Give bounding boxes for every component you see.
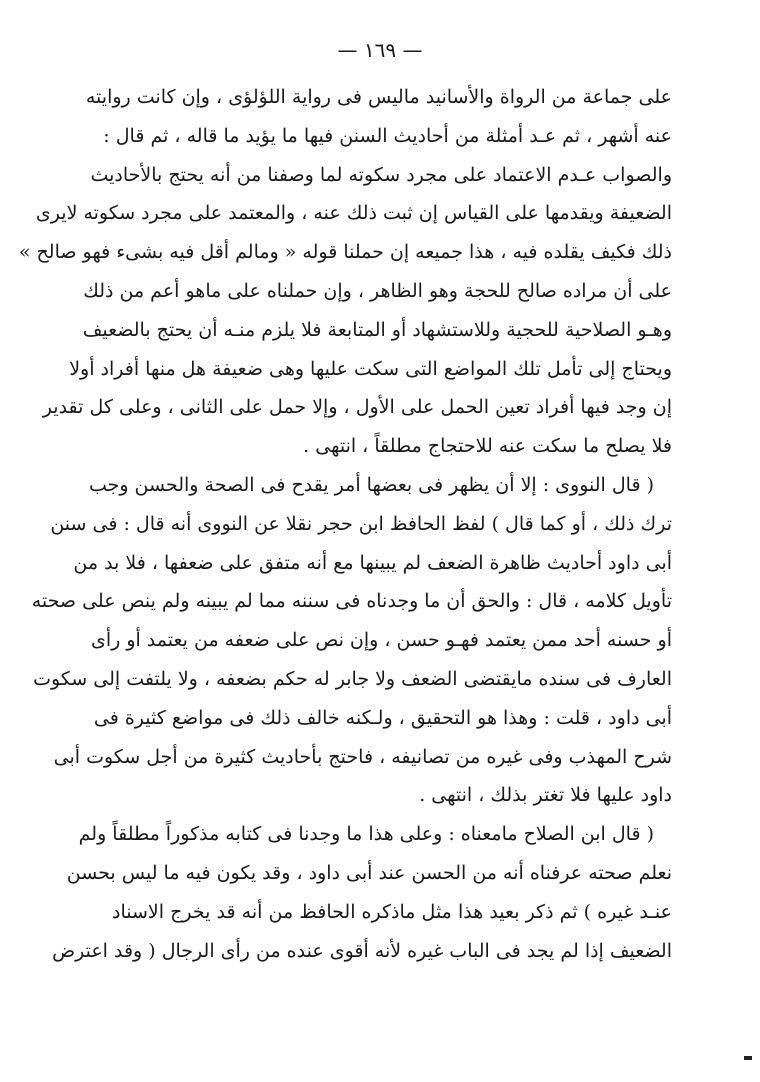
text-line: وهـو الصلاحية للحجية وللاستشهاد أو المتابعة فلا يلزم منـه أن يحتج بالضعيف	[82, 318, 672, 341]
text-line: نعلم صحته عرفناه أنه من الحسن عند أبى داود ، وقد يكون فيه ما ليس بحسن	[66, 861, 672, 884]
text-line: الضعيف إذا لم يجد فى الباب غيره لأنه أقوى عنده من رأى الرجال ( وقد اعترض	[52, 939, 672, 962]
text-line: العارف فى سنده مايقتضى الضعف ولا جابر له حكم بضعفه ، ولا يلتفت إلى سكوت	[33, 667, 672, 690]
text-line: الضعيفة ويقدمها على القياس إن ثبت ذلك عنه ، والمعتمد على مجرد سكوته لايرى	[35, 202, 672, 225]
paragraph-start-line: ( قال النووى : إلا أن يظهر فى بعضها أمر يقدح فى الصحة والحسن وجب	[88, 473, 654, 496]
text-line: على جماعة من الرواة والأسانيد ماليس فى رواية اللؤلؤى ، وإن كانت روايته	[85, 86, 672, 108]
text-line: داود عليها فلا تغتر بذلك ، انتهى .	[419, 784, 672, 807]
text-line: عنـد غيره ) ثم ذكر بعيد هذا مثل ماذكره الحافظ من أنه قد يخرج الاسناد	[112, 900, 672, 923]
text-line: فلا يصلح ما سكت عنه للاحتجاج مطلقاً ، انتهى .	[303, 435, 672, 458]
body-text	[18, 78, 672, 970]
text-line: على أن مراده صالح للحجة وهو الظاهر ، وإن حملناه على ماهو أعم من ذلك	[83, 279, 672, 302]
text-line: شرح المهذب وفى غيره من تصانيفه ، فاحتج بأحاديث كثيرة من أجل سكوت أبى	[53, 745, 672, 768]
text-line: ذلك فكيف يقلده فيه ، هذا جميعه إن حملنا قوله « ومالم أقل فيه بشىء فهو صالح »	[18, 241, 672, 264]
text-line: ترك ذلك ، أو كما قال ) لفظ الحافظ ابن حجر نقلا عن النووى أنه قال : فى سنن	[50, 512, 672, 535]
text-line: أو حسنه أحد ممن يعتمد فهـو حسن ، وإن نص على ضعفه من يعتمد أو رأى	[90, 629, 672, 652]
text-line: تأويل كلامه ، قال : والحق أن ما وجدناه فى سننه مما لم يبينه ولم ينص على صحته	[31, 590, 672, 613]
scan-mark	[744, 1056, 752, 1060]
text-line: عنه أشهر ، ثم عـد أمثلة من أحاديث السنن فيها ما يؤيد ما قاله ، ثم قال :	[103, 124, 672, 147]
page-number: — ١٦٩ —	[337, 38, 423, 62]
text-line: إن وجد فيها أفراد تعين الحمل على الأول ، وإلا حمل على الثانى ، وعلى كل تقدير	[42, 396, 672, 419]
text-line: ويحتاج إلى تأمل تلك المواضع التى سكت عليها وهى ضعيفة هل منها أفراد أولا	[69, 357, 672, 380]
text-line: والصواب عـدم الاعتماد على مجرد سكوته لما وصفنا من أنه يحتج بالأحاديث	[90, 163, 672, 186]
paragraph-start-line: ( قال ابن الصلاح مامعناه : وعلى هذا ما وجدنا فى كتابه مذكوراً مطلقاً ولم	[78, 823, 654, 846]
text-line: أبى داود ، قلت : وهذا هو التحقيق ، ولـكنه خالف ذلك فى مواضع كثيرة فى	[93, 706, 672, 729]
text-line: أبى داود أحاديث ظاهرة الضعف لم يبينها مع أنه متفق على ضعفها ، فلا بد من	[73, 551, 672, 574]
